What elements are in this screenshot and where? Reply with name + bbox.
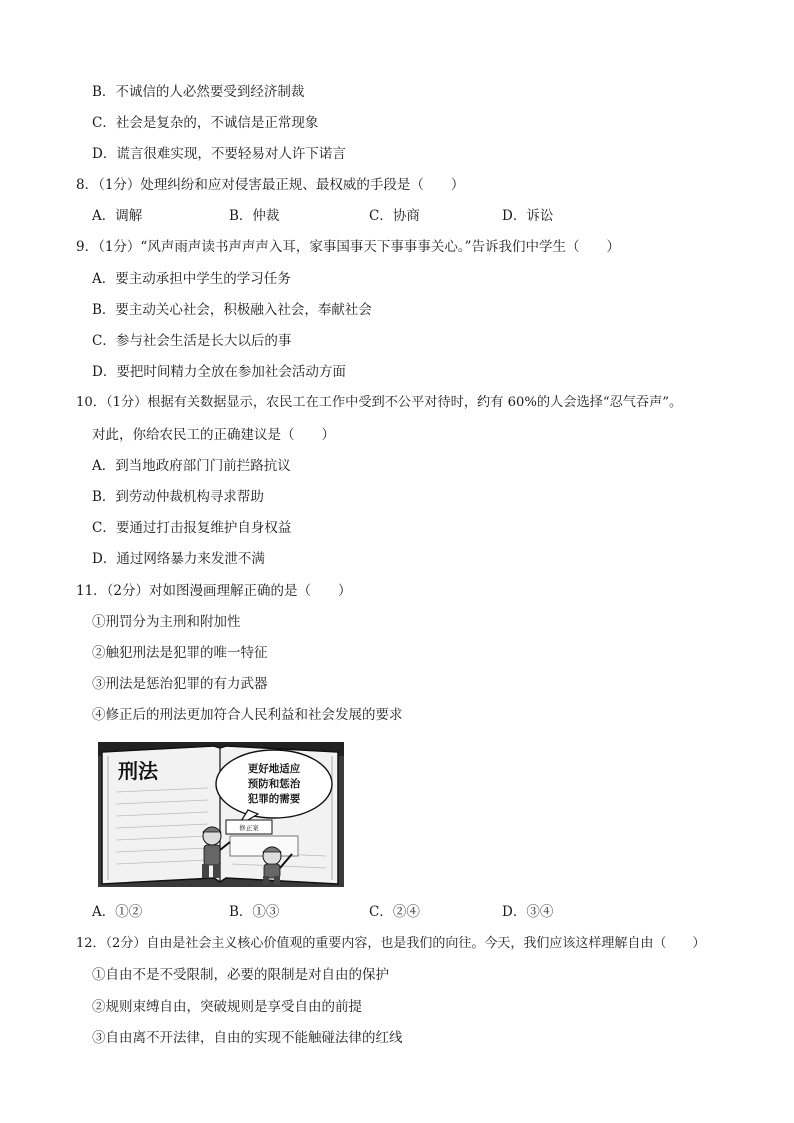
q12-statement-3: ③自由离不开法律，自由的实现不能触碰法律的红线 [92, 1030, 403, 1046]
q8-option-a: A．调解 [92, 208, 143, 224]
q8-option-d: D．诉讼 [502, 208, 554, 224]
q7-option-b: B．不诚信的人必然要受到经济制裁 [92, 84, 305, 100]
q10-option-c: C．要通过打击报复维护自身权益 [92, 520, 292, 536]
q11-option-b: B．①③ [229, 904, 280, 920]
q9-stem: 9．（1分）“风声雨声读书声声声入耳，家事国事天下事事事关心。”告诉我们中学生（ ） [76, 239, 620, 255]
q11-statement-4: ④修正后的刑法更加符合人民利益和社会发展的要求 [92, 707, 403, 723]
q12-statement-2: ②规则束缚自由，突破规则是享受自由的前提 [92, 999, 362, 1015]
q11-option-a: A．①② [92, 904, 143, 920]
q10-stem-line2: 对此，你给农民工的正确建议是（ ） [92, 427, 335, 443]
q8-option-b: B．仲裁 [229, 208, 280, 224]
q7-option-c: C．社会是复杂的，不诚信是正常现象 [92, 115, 319, 131]
q10-option-b: B．到劳动仲裁机构寻求帮助 [92, 489, 264, 505]
bubble-line-1: 更好地适应 [247, 763, 301, 775]
q12-statement-1: ①自由不是不受限制，必要的限制是对自由的保护 [92, 967, 389, 983]
q11-option-c: C．②④ [369, 904, 420, 920]
q11-option-d: D．③④ [502, 904, 554, 920]
q9-option-b: B．要主动关心社会，积极融入社会，奉献社会 [92, 302, 372, 318]
q11-statement-1: ①刑罚分为主刑和附加性 [92, 614, 241, 630]
book-title: 刑法 [118, 759, 158, 783]
q8-option-c: C．协商 [369, 208, 420, 224]
q11-statement-2: ②触犯刑法是犯罪的唯一特征 [92, 645, 268, 661]
q11-statement-3: ③刑法是惩治犯罪的有力武器 [92, 676, 268, 692]
bubble-line-2: 预防和惩治 [247, 778, 301, 790]
q12-stem: 12．（2分）自由是社会主义核心价值观的重要内容，也是我们的向往。今天，我们应该这样理解自由（ ） [76, 936, 706, 951]
criminal-law-cartoon [98, 742, 344, 887]
q10-option-d: D．通过网络暴力来发泄不满 [92, 551, 265, 567]
q9-option-c: C．参与社会生活是长大以后的事 [92, 333, 292, 349]
amendment-sign: 修正案 [239, 824, 259, 832]
q9-option-a: A．要主动承担中学生的学习任务 [92, 271, 291, 287]
q7-option-d: D．谎言很难实现，不要轻易对人许下诺言 [92, 146, 346, 162]
q11-stem: 11．（2分）对如图漫画理解正确的是（ ） [76, 583, 352, 599]
q10-option-a: A．到当地政府部门门前拦路抗议 [92, 458, 291, 474]
bubble-line-3: 犯罪的需要 [247, 793, 301, 805]
q10-stem-line1: 10．（1分）根据有关数据显示，农民工在工作中受到不公平对待时，约有 60%的人会选择“忍气吞声”。 [76, 395, 683, 410]
q8-stem: 8．（1分）处理纠纷和应对侵害最正规、最权威的手段是（ ） [76, 177, 465, 193]
q9-option-d: D．要把时间精力全放在参加社会活动方面 [92, 364, 346, 380]
